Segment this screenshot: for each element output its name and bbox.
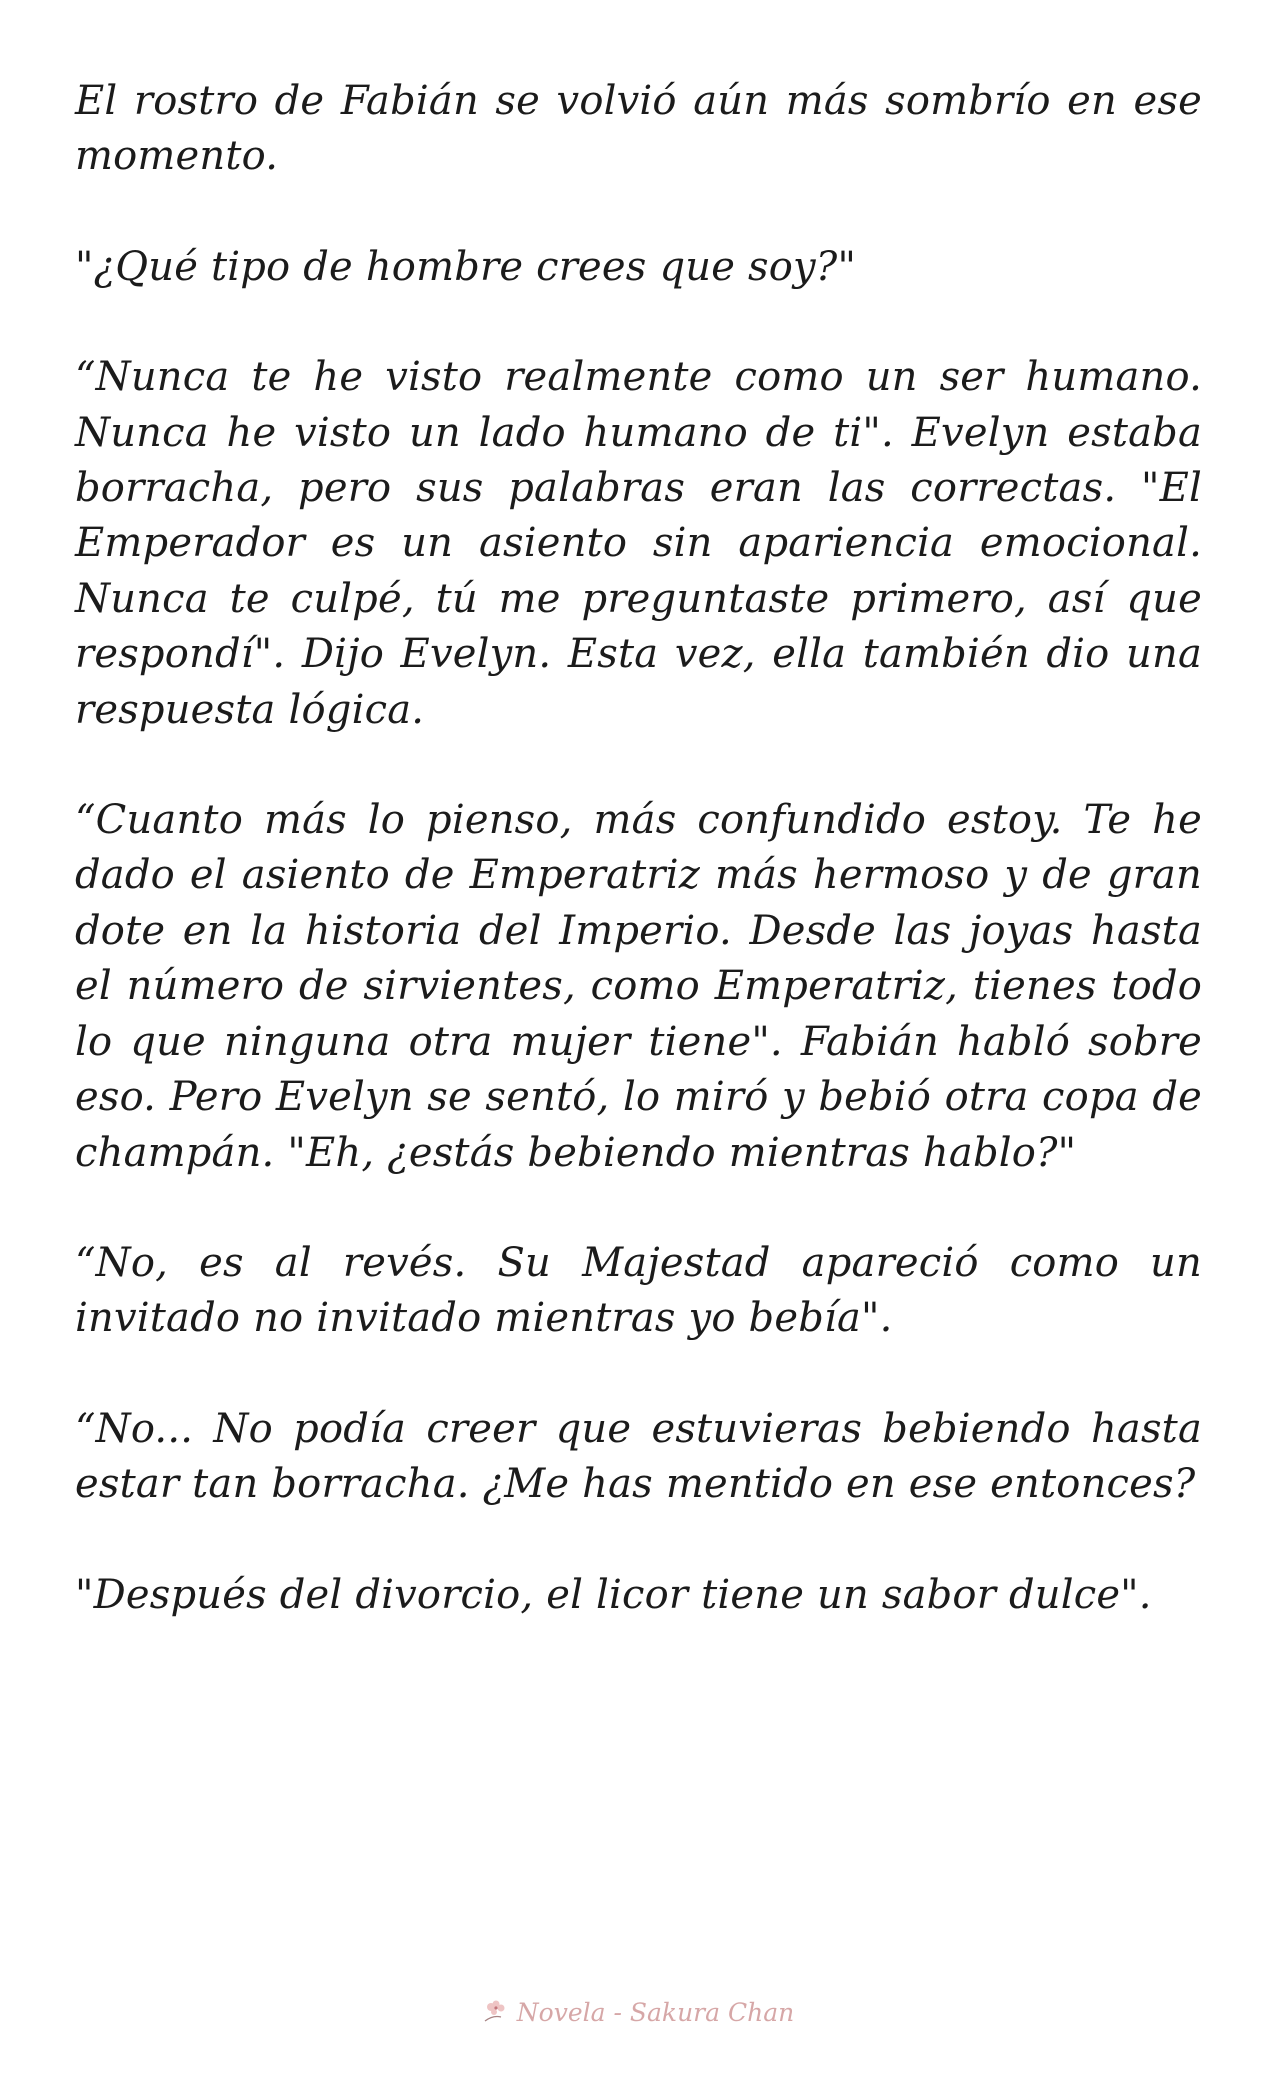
- paragraph-5: “No, es al revés. Su Majestad apareció como un invitado no invitado mientras yo bebía".: [75, 1239, 1202, 1342]
- paragraph-7: "Después del divorcio, el licor tiene un sabor dulce".: [75, 1571, 1152, 1618]
- watermark-text: Novela - Sakura Chan: [516, 1998, 795, 2027]
- paragraph-3: “Nunca te he visto realmente como un ser humano. Nunca he visto un lado humano de ti". Evelyn estaba borracha, pero sus palabras eran las correctas. "El Emperador es un asiento sin apariencia emocional. Nunca te culpé, tú me preguntaste primero, así que respondí". Dijo Evelyn. Esta vez, ella también dio una respuesta lógica.: [75, 354, 1202, 733]
- watermark: [0, 1998, 1275, 2027]
- paragraph-2: "¿Qué tipo de hombre crees que soy?": [75, 243, 857, 290]
- paragraph-6: “No... No podía creer que estuvieras bebiendo hasta estar tan borracha. ¿Me has mentido en ese entonces?: [75, 1405, 1202, 1508]
- story-page: [75, 74, 1202, 1678]
- sakura-blossom-icon: [481, 1999, 511, 2025]
- paragraph-1: El rostro de Fabián se volvió aún más sombrío en ese momento.: [75, 78, 1202, 180]
- paragraph-4: “Cuanto más lo pienso, más confundido estoy. Te he dado el asiento de Emperatriz más hermoso y de gran dote en la historia del Imperio. Desde las joyas hasta el número de sirvientes, como Emperatriz, tienes todo lo que ninguna otra mujer tiene". Fabián habló sobre eso. Pero Evelyn se sentó, lo miró y bebió otra copa de champán. "Eh, ¿estás bebiendo mientras hablo?": [75, 797, 1202, 1176]
